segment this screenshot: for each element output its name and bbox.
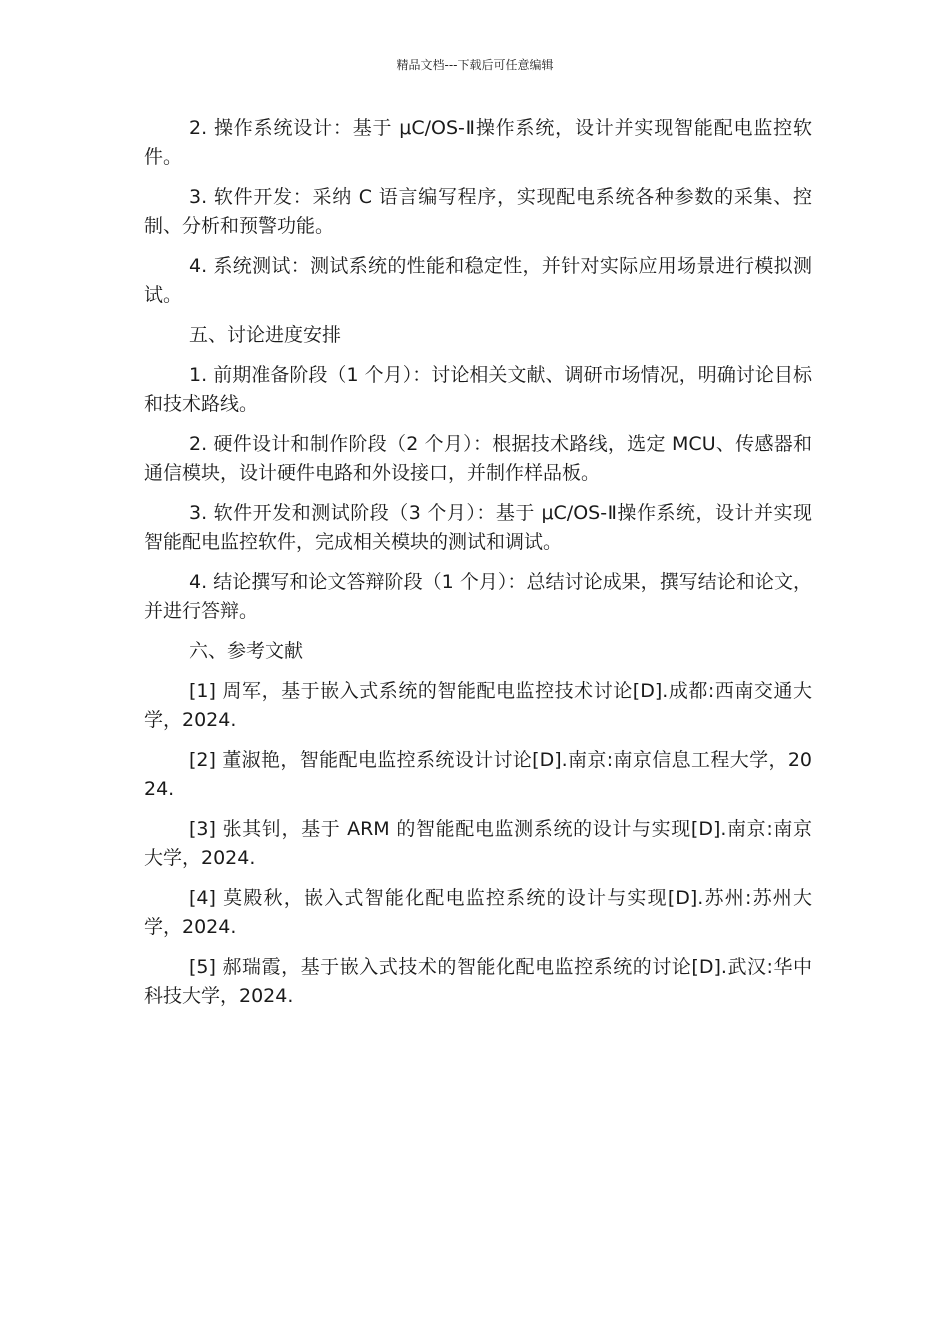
paragraph-system-test: 4. 系统测试：测试系统的性能和稳定性，并针对实际应用场景进行模拟测试。 (144, 255, 812, 306)
section-heading-references: 六、参考文献 (189, 640, 304, 662)
reference-item-5: [5] 郝瑞霞，基于嵌入式技术的智能化配电监控系统的讨论[D].武汉:华中科技大学，2024. (144, 956, 812, 1007)
reference-item-3: [3] 张其钊，基于 ARM 的智能配电监测系统的设计与实现[D].南京:南京大学，2024. (144, 818, 812, 869)
paragraph-os-design: 2. 操作系统设计：基于 μC/OS-Ⅱ操作系统，设计并实现智能配电监控软件。 (144, 117, 812, 168)
document-body (144, 114, 812, 1022)
paragraph-phase-2: 2. 硬件设计和制作阶段（2 个月）：根据技术路线，选定 MCU、传感器和通信模块，设计硬件电路和外设接口，并制作样品板。 (144, 433, 812, 484)
section-heading-schedule: 五、讨论进度安排 (189, 324, 342, 346)
reference-item-1: [1] 周军，基于嵌入式系统的智能配电监控技术讨论[D].成都:西南交通大学，2024. (144, 680, 812, 731)
paragraph-phase-3: 3. 软件开发和测试阶段（3 个月）：基于 μC/OS-Ⅱ操作系统，设计并实现智能配电监控软件，完成相关模块的测试和调试。 (144, 502, 812, 553)
reference-item-2: [2] 董淑艳，智能配电监控系统设计讨论[D].南京:南京信息工程大学，2024. (144, 749, 812, 800)
paragraph-phase-1: 1. 前期准备阶段（1 个月）：讨论相关文献、调研市场情况，明确讨论目标和技术路线。 (144, 364, 812, 415)
page-header: 精品文档---下载后可任意编辑 (396, 58, 554, 72)
paragraph-phase-4: 4. 结论撰写和论文答辩阶段（1 个月）：总结讨论成果，撰写结论和论文，并进行答辩。 (144, 571, 812, 622)
reference-item-4: [4] 莫殿秋，嵌入式智能化配电监控系统的设计与实现[D].苏州:苏州大学，2024. (144, 887, 812, 938)
paragraph-software-dev: 3. 软件开发：采纳 C 语言编写程序，实现配电系统各种参数的采集、控制、分析和预警功能。 (144, 186, 812, 237)
